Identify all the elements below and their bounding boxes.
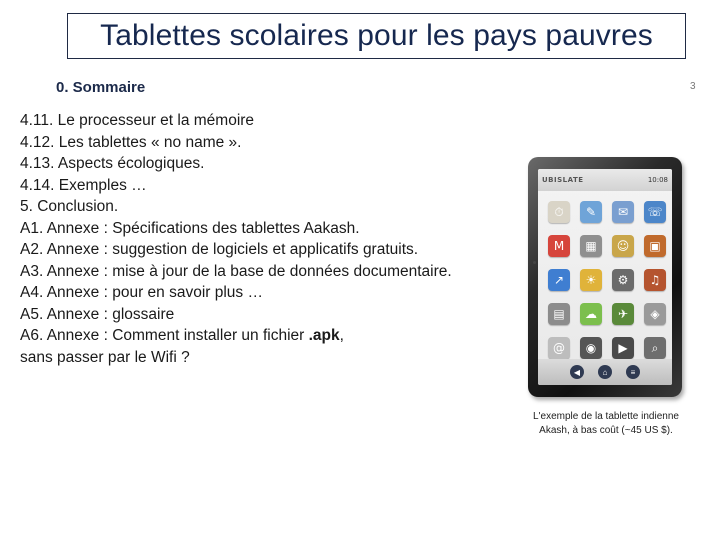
apk-icon: ◈ xyxy=(644,303,666,325)
toc-item: 5. Conclusion. xyxy=(20,198,119,215)
notes-icon: ✎ xyxy=(580,201,602,223)
home-icon: ⌂ xyxy=(598,365,612,379)
camera-icon: ◉ xyxy=(580,337,602,359)
toc-item: A1. Annexe : Spécifications des tablettes Aakash. xyxy=(20,219,360,237)
clock-icon: ⏱ xyxy=(548,201,570,223)
toc-item-last xyxy=(20,325,510,347)
mail-icon: ✉ xyxy=(612,201,634,223)
tablet-body xyxy=(528,157,682,397)
chat-icon: ☁ xyxy=(580,303,602,325)
toc-list xyxy=(20,110,510,368)
tablet-screen xyxy=(538,169,672,385)
browser-icon: ↗ xyxy=(548,269,570,291)
section-heading: 0. Sommaire xyxy=(56,79,146,96)
toc-item: A2. Annexe : suggestion de logiciels et applicatifs gratuits. xyxy=(20,241,419,258)
toc-item: 4.11. Le processeur et la mémoire xyxy=(20,112,255,129)
tablet-image xyxy=(528,157,686,401)
email-icon: @ xyxy=(548,337,570,359)
tablet-brand: UBISLATE xyxy=(542,176,584,184)
toc-item-suffix: , xyxy=(339,327,344,344)
toc-item-continuation: sans passer par le Wifi ? xyxy=(20,348,190,366)
music-icon: ♫ xyxy=(644,269,666,291)
toc-item: 4.14. Exemples … xyxy=(20,176,147,194)
caption-line-1: L'exemple de la tablette indienne xyxy=(533,411,679,422)
weather-icon: ☀ xyxy=(580,269,602,291)
tablet-dock xyxy=(538,359,672,385)
toc-item: 4.13. Aspects écologiques. xyxy=(20,155,205,172)
tablet-camera-dot xyxy=(533,261,536,264)
phone-icon: ☏ xyxy=(644,201,666,223)
title-box xyxy=(67,13,686,59)
apk-term: .apk xyxy=(308,327,340,344)
back-icon: ◀ xyxy=(570,365,584,379)
menu-icon: ≡ xyxy=(626,365,640,379)
map-icon: ✈ xyxy=(612,303,634,325)
gallery-icon: ▣ xyxy=(644,235,666,257)
toc-item-prefix: A6. Annexe : Comment installer un fichier xyxy=(20,327,309,344)
page-number: 3 xyxy=(690,81,696,92)
caption-line-2: Akash, à bas coût (~45 US $). xyxy=(539,425,673,436)
calendar-icon: ▦ xyxy=(580,235,602,257)
image-caption xyxy=(510,410,702,438)
toc-item: 4.12. Les tablettes « no name ». xyxy=(20,133,242,151)
contacts-icon: ☺ xyxy=(612,235,634,257)
slide-title: Tablettes scolaires pour les pays pauvres xyxy=(100,19,653,52)
video-icon: ▶ xyxy=(612,337,634,359)
tablet-app-grid xyxy=(548,201,664,359)
settings-icon: ⚙ xyxy=(612,269,634,291)
toc-item: A3. Annexe : mise à jour de la base de données documentaire. xyxy=(20,262,452,280)
tablet-status-bar xyxy=(538,169,672,191)
gmail-icon: M xyxy=(548,235,570,257)
tablet-clock: 10:08 xyxy=(647,176,668,184)
market-icon: ▤ xyxy=(548,303,570,325)
toc-item: A5. Annexe : glossaire xyxy=(20,305,175,323)
toc-item: A4. Annexe : pour en savoir plus … xyxy=(20,284,263,301)
search-icon: ⌕ xyxy=(644,337,666,359)
